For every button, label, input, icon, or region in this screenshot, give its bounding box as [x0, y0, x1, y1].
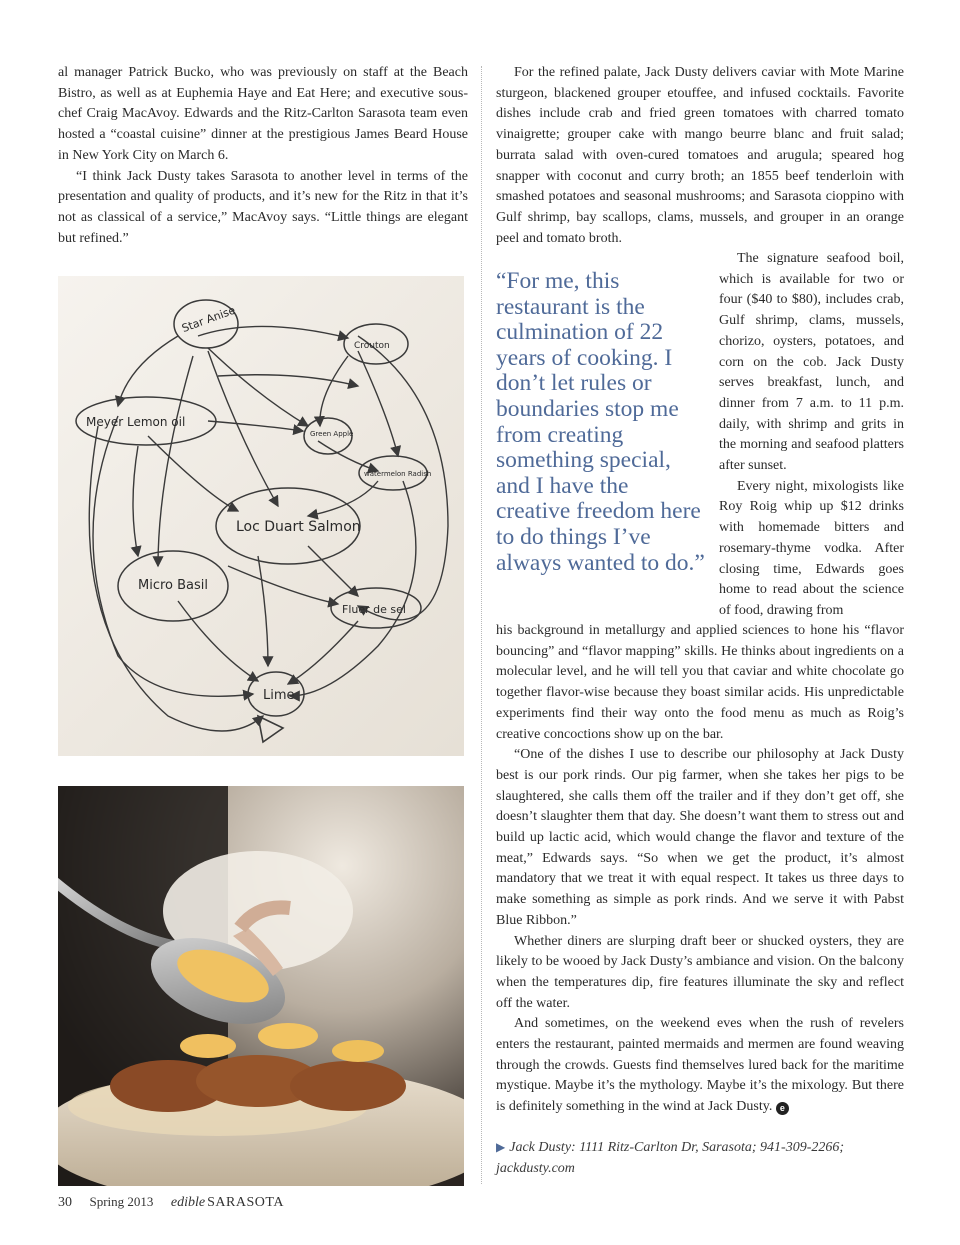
flavor-map-photo	[58, 276, 464, 756]
body-paragraph: For the refined palate, Jack Dusty delivers caviar with Mote Marine sturgeon, blackened grouper etouffee, and infused cocktails. Favorite dishes include crab and fried green tomatoes with charred tomato vinaigrette; grouper cake with mango beurre blanc and fruit salad; burrata salad with oven-cured tomatoes and arugula; speared hog snapper with coconut and curry broth; an 1855 beef tenderloin with smashed potatoes and seasonal mushrooms; and Sarasota cioppino with Gulf shrimp, bay scallops, clams, mussels, and grouper in an orange peel and tomato broth.	[496, 65, 904, 246]
pull-quote: “For me, this restaurant is the culmination of 22 years of cooking. I don’t let rules or boundaries stop me from creating something special, and I have the creative freedom here to do things I’ve always wanted to do.”	[496, 268, 705, 576]
body-paragraph: “One of the dishes I use to describe our philosophy at Jack Dusty best is our pork rinds. Our pig farmer, when she takes her pigs to be slaughtered, she calls them off the trailer and if they don’t get off, she doesn’t slaughter them that day. She doesn’t want them to stress out and build up lactic acid, which would change the flavor and texture of the meat,” Edwards says. “So when we get the product, it’s almost mandatory that we treat it with equal respect. It takes us three days to make something as simple as pork rinds. And we serve it with Pabst Blue Ribbon.”	[496, 747, 904, 928]
node-label: Loc Duart Salmon	[236, 519, 361, 535]
node-label: Crouton	[354, 341, 390, 351]
page-footer	[58, 1194, 298, 1211]
body-paragraph: Whether diners are slurping draft beer or shucked oysters, they are likely to be wooed by Jack Dusty’s ambiance and vision. On the balcony when the temperatures dip, fire features illuminate the sky and reflect off the water.	[496, 933, 904, 1011]
contact-info	[496, 1137, 906, 1179]
issue-season: Spring 2013	[89, 1194, 154, 1209]
node-label: Micro Basil	[138, 578, 209, 593]
contact-text: Jack Dusty: 1111 Ritz-Carlton Dr, Sarasota; 941-309-2266; jackdusty.com	[496, 1140, 845, 1176]
food-photo	[58, 786, 464, 1186]
body-paragraph: al manager Patrick Bucko, who was previously on staff at the Beach Bistro, as well as at Euphemia Haye and Eat Here; and executive sous-chef Craig MacAvoy. Edwards and the Ritz-Carlton Sarasota team even hosted a “coastal cuisine” dinner at the prestigious James Beard House in New York City on March 6.	[58, 65, 468, 163]
triangle-arrow-icon: ▶	[496, 1140, 506, 1154]
narrow-column-text	[719, 249, 904, 622]
node-label: Lime	[263, 688, 295, 703]
body-paragraph: his background in metallurgy and applied sciences to hone his “flavor bouncing” and “flavor mapping” skills. He thinks about ingredients on a molecular level, and he will tell you that caviar and white chocolate go together flavor-wise because they boast similar acids. His unpredictable experiments find their way onto the food menu as much as Roig’s creative concoctions show up on the bar.	[496, 623, 904, 742]
page-number: 30	[58, 1195, 72, 1210]
column-divider	[481, 66, 482, 1184]
right-column-bottom-text	[496, 621, 904, 1118]
right-column-top-text	[496, 63, 904, 249]
left-column-text	[58, 63, 468, 249]
body-paragraph: The signature seafood boil, which is available for two or four ($40 to $80), includes crab, Gulf shrimp, clams, mussels, chorizo, oysters, potatoes, and corn on the cob. Jack Dusty serves breakfast, lunch, and dinner from 7 a.m. to 11 p.m. daily, with shrimp and grits in the morning and seafood platters after sunset.	[719, 251, 904, 474]
body-paragraph: Every night, mixologists like Roy Roig whip up $12 drinks with homemade bitters and rosemary-thyme vodka. After closing time, Edwards goes home to read about the science of food, drawing from	[719, 478, 904, 618]
node-label: Fluer de sel	[342, 603, 406, 616]
node-label: Star Anise	[180, 303, 238, 336]
node-label: Green Apple	[310, 430, 354, 438]
brand-name: SARASOTA	[207, 1195, 284, 1210]
node-label: watermelon Radish	[364, 470, 432, 478]
brand-prefix: edible	[170, 1195, 206, 1210]
end-mark-icon: e	[776, 1102, 789, 1115]
final-paragraph-text: And sometimes, on the weekend eves when the rush of revelers enters the restaurant, painted mermaids and mermen are found weaving through the crowds. Guests find themselves lured back for the maritime mystique. Maybe it’s the mythology. Maybe it’s the mixology. But there is definitely something in the wind at Jack Dusty.	[496, 1016, 904, 1115]
body-paragraph-final	[496, 1014, 904, 1118]
body-paragraph: “I think Jack Dusty takes Sarasota to another level in terms of the presentation and quality of products, and it’s new for the Ritz in that it’s not as classical of a service,” MacAvoy says. “Little things are elegant but refined.”	[58, 168, 468, 246]
node-label: Meyer Lemon oil	[86, 415, 186, 429]
